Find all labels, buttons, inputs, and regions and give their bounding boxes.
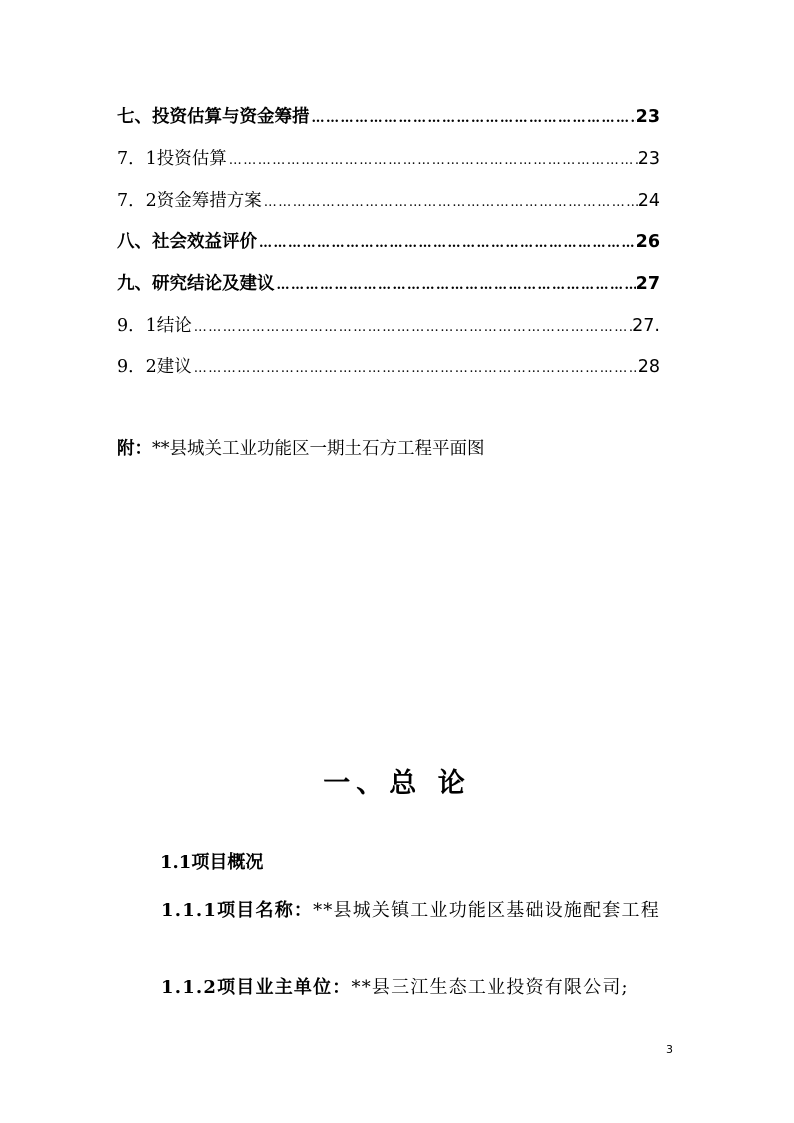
toc-entry-page: 27	[635, 274, 660, 294]
chapter-title: 一、总 论	[323, 768, 471, 799]
toc-leader-dots	[192, 354, 638, 384]
appendix-line	[117, 434, 485, 464]
toc-leader-dots	[262, 188, 638, 218]
project-owner-key: 1.1.2项目业主单位：	[161, 977, 352, 998]
toc-entry-label: 七、投资估算与资金筹措	[117, 107, 310, 127]
toc-entry-page: 27.	[632, 316, 660, 336]
toc-entry-page: 26	[635, 232, 660, 252]
section-heading: 1.1项目概况	[160, 852, 264, 873]
toc-entry-label: 7．1投资估算	[117, 149, 227, 169]
page-number: 3	[666, 1043, 673, 1056]
toc-entry-label: 9．2建议	[117, 357, 192, 377]
project-name-key: 1.1.1项目名称：	[161, 900, 314, 921]
project-name-value: **县城关镇工业功能区基础设施配套工程	[313, 900, 660, 921]
toc-entry-chapter-7[interactable]	[117, 102, 660, 132]
appendix-text: **县城关工业功能区一期土石方工程平面图	[152, 439, 485, 459]
toc-entry-label: 9．1结论	[117, 316, 192, 336]
toc-entry-page: 28	[637, 357, 660, 377]
toc-entry-page: 23	[637, 149, 660, 169]
toc-leader-dots	[257, 229, 636, 259]
toc-entry-label: 九、研究结论及建议	[117, 274, 275, 294]
toc-entry-7-2[interactable]	[117, 186, 660, 216]
toc-entry-page: 23	[635, 107, 660, 127]
project-owner-paragraph	[117, 968, 677, 1008]
toc-leader-dots	[227, 146, 638, 176]
toc-entry-page: 24	[637, 191, 660, 211]
toc-entry-label: 八、社会效益评价	[117, 232, 257, 252]
toc-entry-label: 7．2资金筹措方案	[117, 191, 262, 211]
toc-leader-dots	[275, 271, 636, 301]
toc-leader-dots	[192, 313, 632, 343]
project-owner-value: **县三江生态工业投资有限公司;	[351, 977, 629, 998]
project-name-paragraph	[117, 891, 677, 931]
toc-leader-dots	[310, 104, 636, 134]
toc-entry-7-1[interactable]	[117, 144, 660, 174]
toc-entry-chapter-9[interactable]	[117, 269, 660, 299]
toc-entry-9-1[interactable]	[117, 311, 660, 341]
appendix-prefix: 附：	[117, 439, 152, 459]
toc-entry-chapter-8[interactable]	[117, 227, 660, 257]
toc-entry-9-2[interactable]	[117, 352, 660, 382]
